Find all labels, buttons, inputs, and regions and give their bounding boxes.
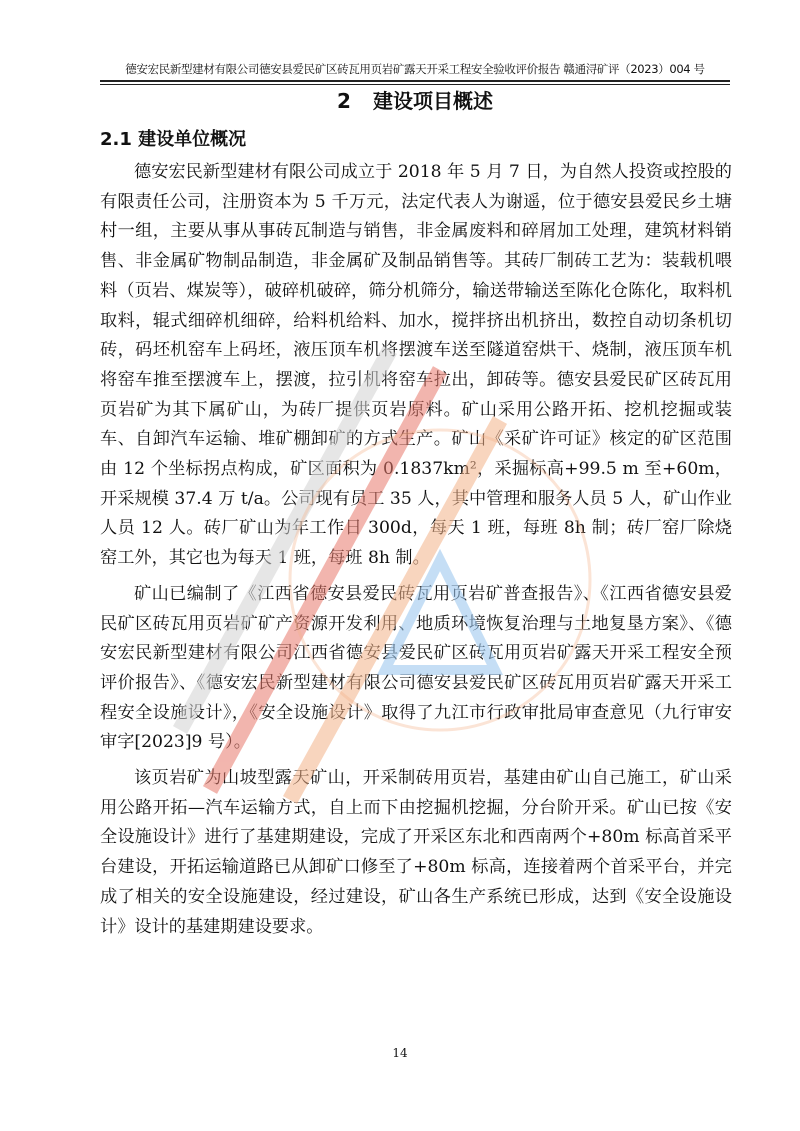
running-header: 德安宏民新型建材有限公司德安县爱民矿区砖瓦用页岩矿露天开采工程安全验收评价报告 赣通浔矿评（2023）004 号 bbox=[125, 62, 705, 76]
section-title bbox=[100, 128, 246, 152]
section-number: 2.1 bbox=[100, 129, 132, 150]
page-number: 14 bbox=[392, 1046, 408, 1060]
chapter-number: 2 bbox=[337, 89, 351, 113]
chapter-title bbox=[100, 88, 730, 114]
paragraph: 德安宏民新型建材有限公司成立于 2018 年 5 月 7 日，为自然人投资或控股的有限责任公司，注册资本为 5 千万元，法定代表人为谢遥，位于德安县爱民乡土塘村一组，主要从事从事砖瓦制造与销售，非金属废料和碎屑加工处理，建筑材料销售、非金属矿物制品制造，非金属矿及制品销售等。其砖厂制砖工艺为：装载机喂料（页岩、煤炭等），破碎机破碎，筛分机筛分，输送带输送至陈化仓陈化，取料机取料，辊式细碎机细碎，给料机给料、加水，搅拌挤出机挤出，数控自动切条机切砖，码坯机窑车上码坯，液压顶车机将摆渡车送至隧道窑烘干、烧制，液压顶车机将窑车推至摆渡车上，摆渡，拉引机将窑车拉出，卸砖等。德安县爱民矿区砖瓦用页岩矿为其下属矿山，为砖厂提供页岩原料。矿山采用公路开拓、挖机挖掘或装车、自卸汽车运输、堆矿棚卸矿的方式生产。矿山《采矿许可证》核定的矿区范围由 12 个坐标拐点构成，矿区面积为 0.1837km²，采掘标高+99.5 m 至+60m，开采规模 37.4 万 t/a。公司现有员工 35 人，其中管理和服务人员 5 人，矿山作业人员 12 人。砖厂矿山为年工作日 300d，每天 1 班，每班 8h 制；砖厂窑厂除烧窑工外，其它也为每天 1 班，每班 8h 制。 bbox=[100, 162, 732, 569]
paragraph: 矿山已编制了《江西省德安县爱民砖瓦用页岩矿普查报告》、《江西省德安县爱民矿区砖瓦用页岩矿矿产资源开发利用、地质环境恢复治理与土地复垦方案》、《德安宏民新型建材有限公司江西省德安县爱民矿区砖瓦用页岩矿露天开采工程安全预评价报告》、《德安宏民新型建材有限公司德安县爱民矿区砖瓦用页岩矿露天开采工程安全设施设计》，《安全设施设计》取得了九江市行政审批局审查意见（九行审安审字[2023]9 号）。 bbox=[100, 583, 732, 753]
body-text bbox=[100, 158, 732, 942]
paragraph: 该页岩矿为山坡型露天矿山，开采制砖用页岩，基建由矿山自己施工，矿山采用公路开拓—汽车运输方式，自上而下由挖掘机挖掘，分台阶开采。矿山已按《安全设施设计》进行了基建期建设，完成了开采区东北和西南两个+80m 标高首采平台建设，开拓运输道路已从卸矿口修至了+80m 标高，连接着两个首采平台，并完成了相关的安全设施建设，经过建设，矿山各生产系统已形成，达到《安全设施设计》设计的基建期建设要求。 bbox=[100, 768, 732, 937]
section-title-text: 建设单位概况 bbox=[138, 129, 247, 150]
chapter-title-text: 建设项目概述 bbox=[372, 89, 493, 113]
header-rule-thin bbox=[100, 84, 730, 85]
header-rule bbox=[100, 80, 730, 82]
